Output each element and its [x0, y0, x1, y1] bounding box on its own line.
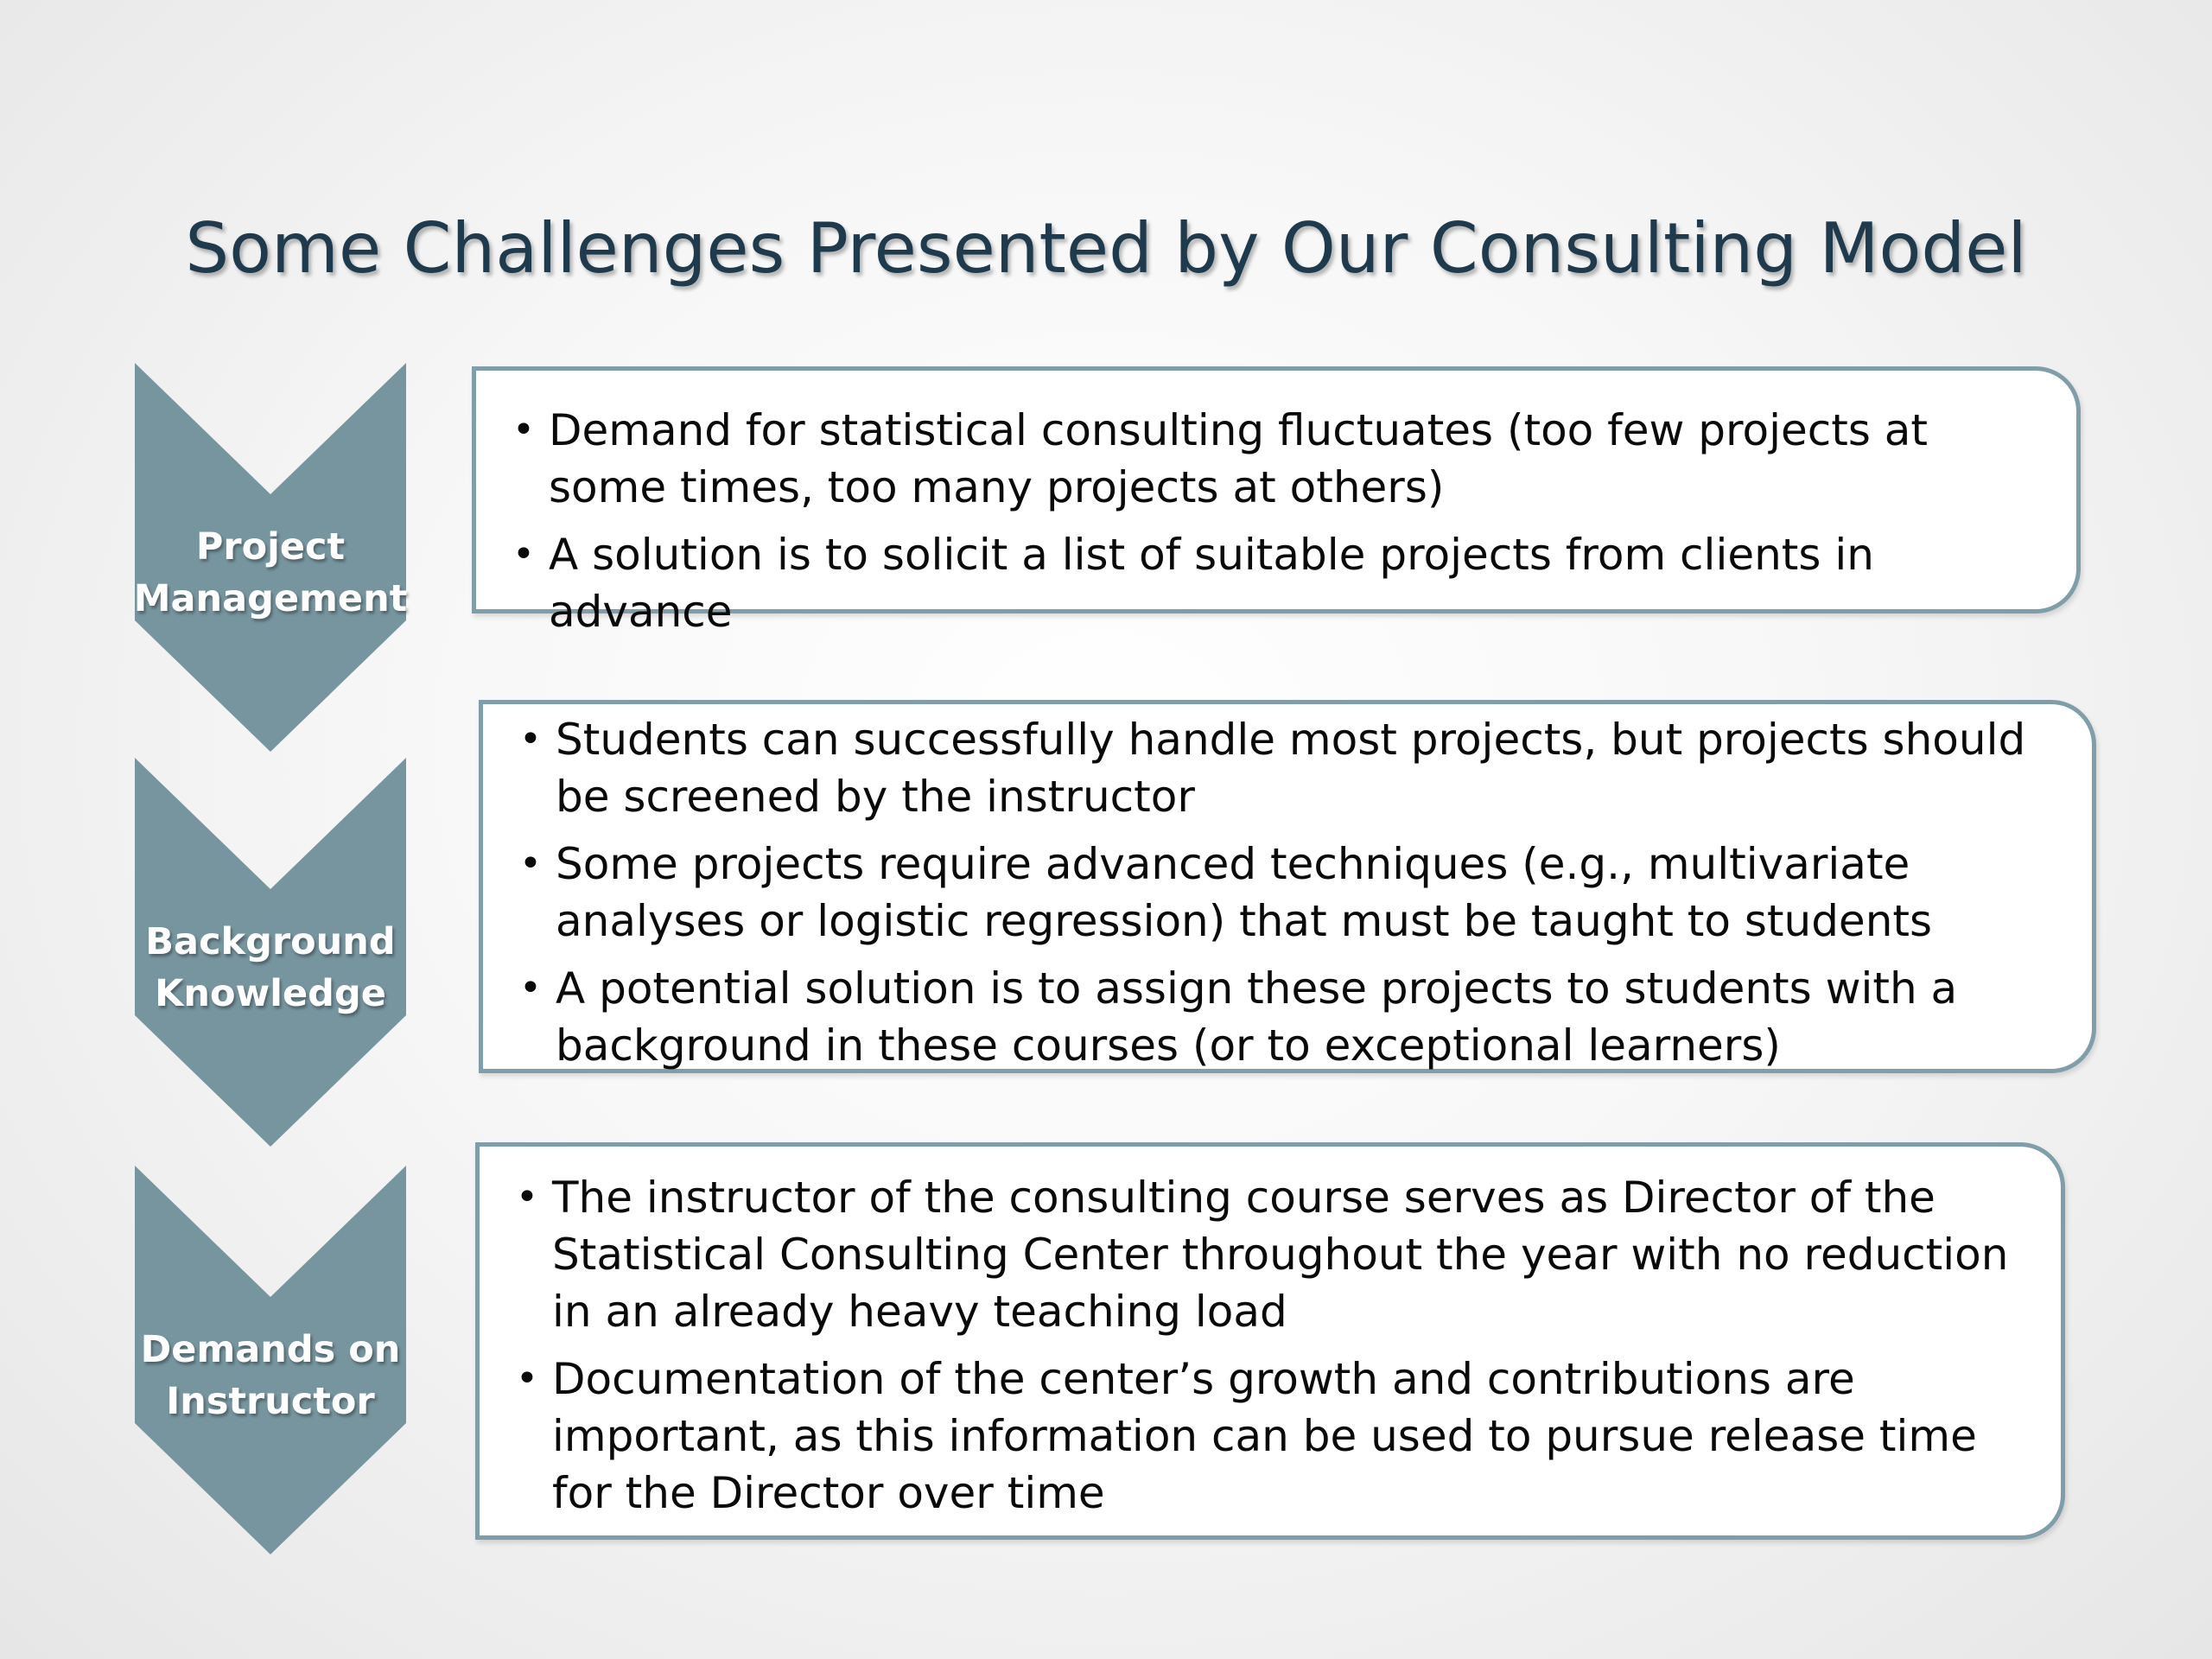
bullet-item — [514, 836, 2066, 950]
bullet-text: The instructor of the consulting course serves as Director of the Statistical Consulting Center throughout the year with no reduction in an already heavy teaching load — [552, 1173, 2009, 1337]
bullet-list — [514, 711, 2066, 1074]
panel-project-management — [472, 366, 2081, 637]
bullet-icon: • — [512, 532, 535, 576]
bullet-icon: • — [519, 717, 542, 761]
bullet-list — [511, 1169, 2035, 1522]
chevron-label: Demands on Instructor — [140, 1328, 401, 1423]
chevron-background-knowledge — [135, 758, 406, 1147]
panel-demands-on-instructor — [475, 1142, 2065, 1540]
bullet-text: Demand for statistical consulting fluctuates (too few projects at some times, too many projects at others) — [549, 405, 1929, 512]
chevron-demands-on-instructor — [135, 1166, 406, 1554]
bullet-text: Documentation of the center’s growth and contributions are important, as this information can be used to pursue release time for the Director over time — [552, 1354, 1977, 1518]
chevron-label: Background Knowledge — [145, 920, 396, 1015]
bullet-item — [507, 526, 2042, 640]
bullet-icon: • — [519, 842, 542, 886]
bullet-item — [514, 960, 2066, 1074]
bullet-text: A potential solution is to assign these projects to students with a background in these courses (or to exceptional learners) — [556, 963, 1958, 1071]
slide-title: Some Challenges Presented by Our Consulting Model — [185, 208, 2027, 289]
panel-background-knowledge — [479, 700, 2096, 1073]
bullet-item — [507, 402, 2042, 516]
bullet-text: Students can successfully handle most projects, but projects should be screened by the instructor — [556, 715, 2026, 822]
bullet-icon: • — [519, 966, 542, 1010]
bullet-icon: • — [516, 1175, 538, 1219]
bullet-list — [507, 402, 2042, 640]
bullet-icon: • — [516, 1357, 538, 1401]
chevron-project-management — [135, 363, 406, 752]
bullet-item — [514, 711, 2066, 825]
chevron-label: Project Management — [133, 525, 408, 620]
bullet-text: Some projects require advanced techniques (e.g., multivariate analyses or logistic regression) that must be taught to students — [556, 839, 1933, 946]
bullet-item — [511, 1351, 2035, 1522]
bullet-icon: • — [512, 408, 535, 452]
bullet-text: A solution is to solicit a list of suitable projects from clients in advance — [549, 530, 1874, 637]
bullet-item — [511, 1169, 2035, 1340]
